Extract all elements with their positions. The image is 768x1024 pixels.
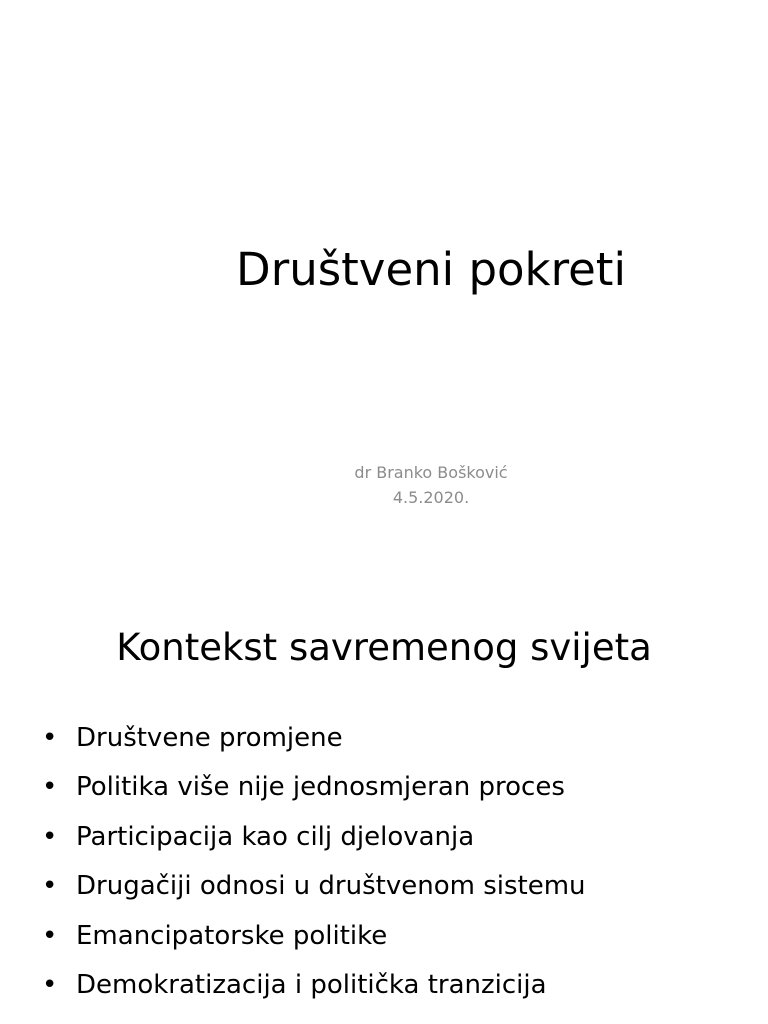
bullet-icon: • — [42, 723, 58, 753]
content-slide — [0, 580, 768, 1024]
slide-title: Kontekst savremenog svijeta — [116, 626, 652, 669]
presentation-subtitle — [0, 460, 768, 510]
bullet-text: Drugačiji odnosi u društvenom sistemu — [76, 871, 586, 902]
bullet-icon: • — [42, 772, 58, 803]
bullet-item — [42, 961, 586, 1010]
bullet-icon: • — [42, 821, 58, 852]
bullet-item — [42, 763, 586, 812]
bullet-text: Participacija kao cilj djelovanja — [76, 821, 475, 852]
bullet-item — [42, 912, 586, 961]
bullet-list — [42, 714, 586, 1010]
bullet-text: Emancipatorske politike — [76, 920, 388, 951]
presentation-date: 4.5.2020. — [392, 488, 470, 507]
bullet-icon: • — [42, 871, 58, 902]
bullet-text: Društvene promjene — [76, 723, 343, 753]
presentation-title: Društveni pokreti — [236, 243, 626, 296]
bullet-item — [42, 813, 586, 862]
bullet-item — [42, 714, 586, 763]
bullet-item — [42, 862, 586, 911]
bullet-icon: • — [42, 970, 58, 1001]
bullet-text: Demokratizacija i politička tranzicija — [76, 970, 547, 1001]
author-name: dr Branko Bošković — [354, 463, 508, 482]
bullet-icon: • — [42, 920, 58, 951]
bullet-text: Politika više nije jednosmjeran proces — [76, 772, 565, 803]
